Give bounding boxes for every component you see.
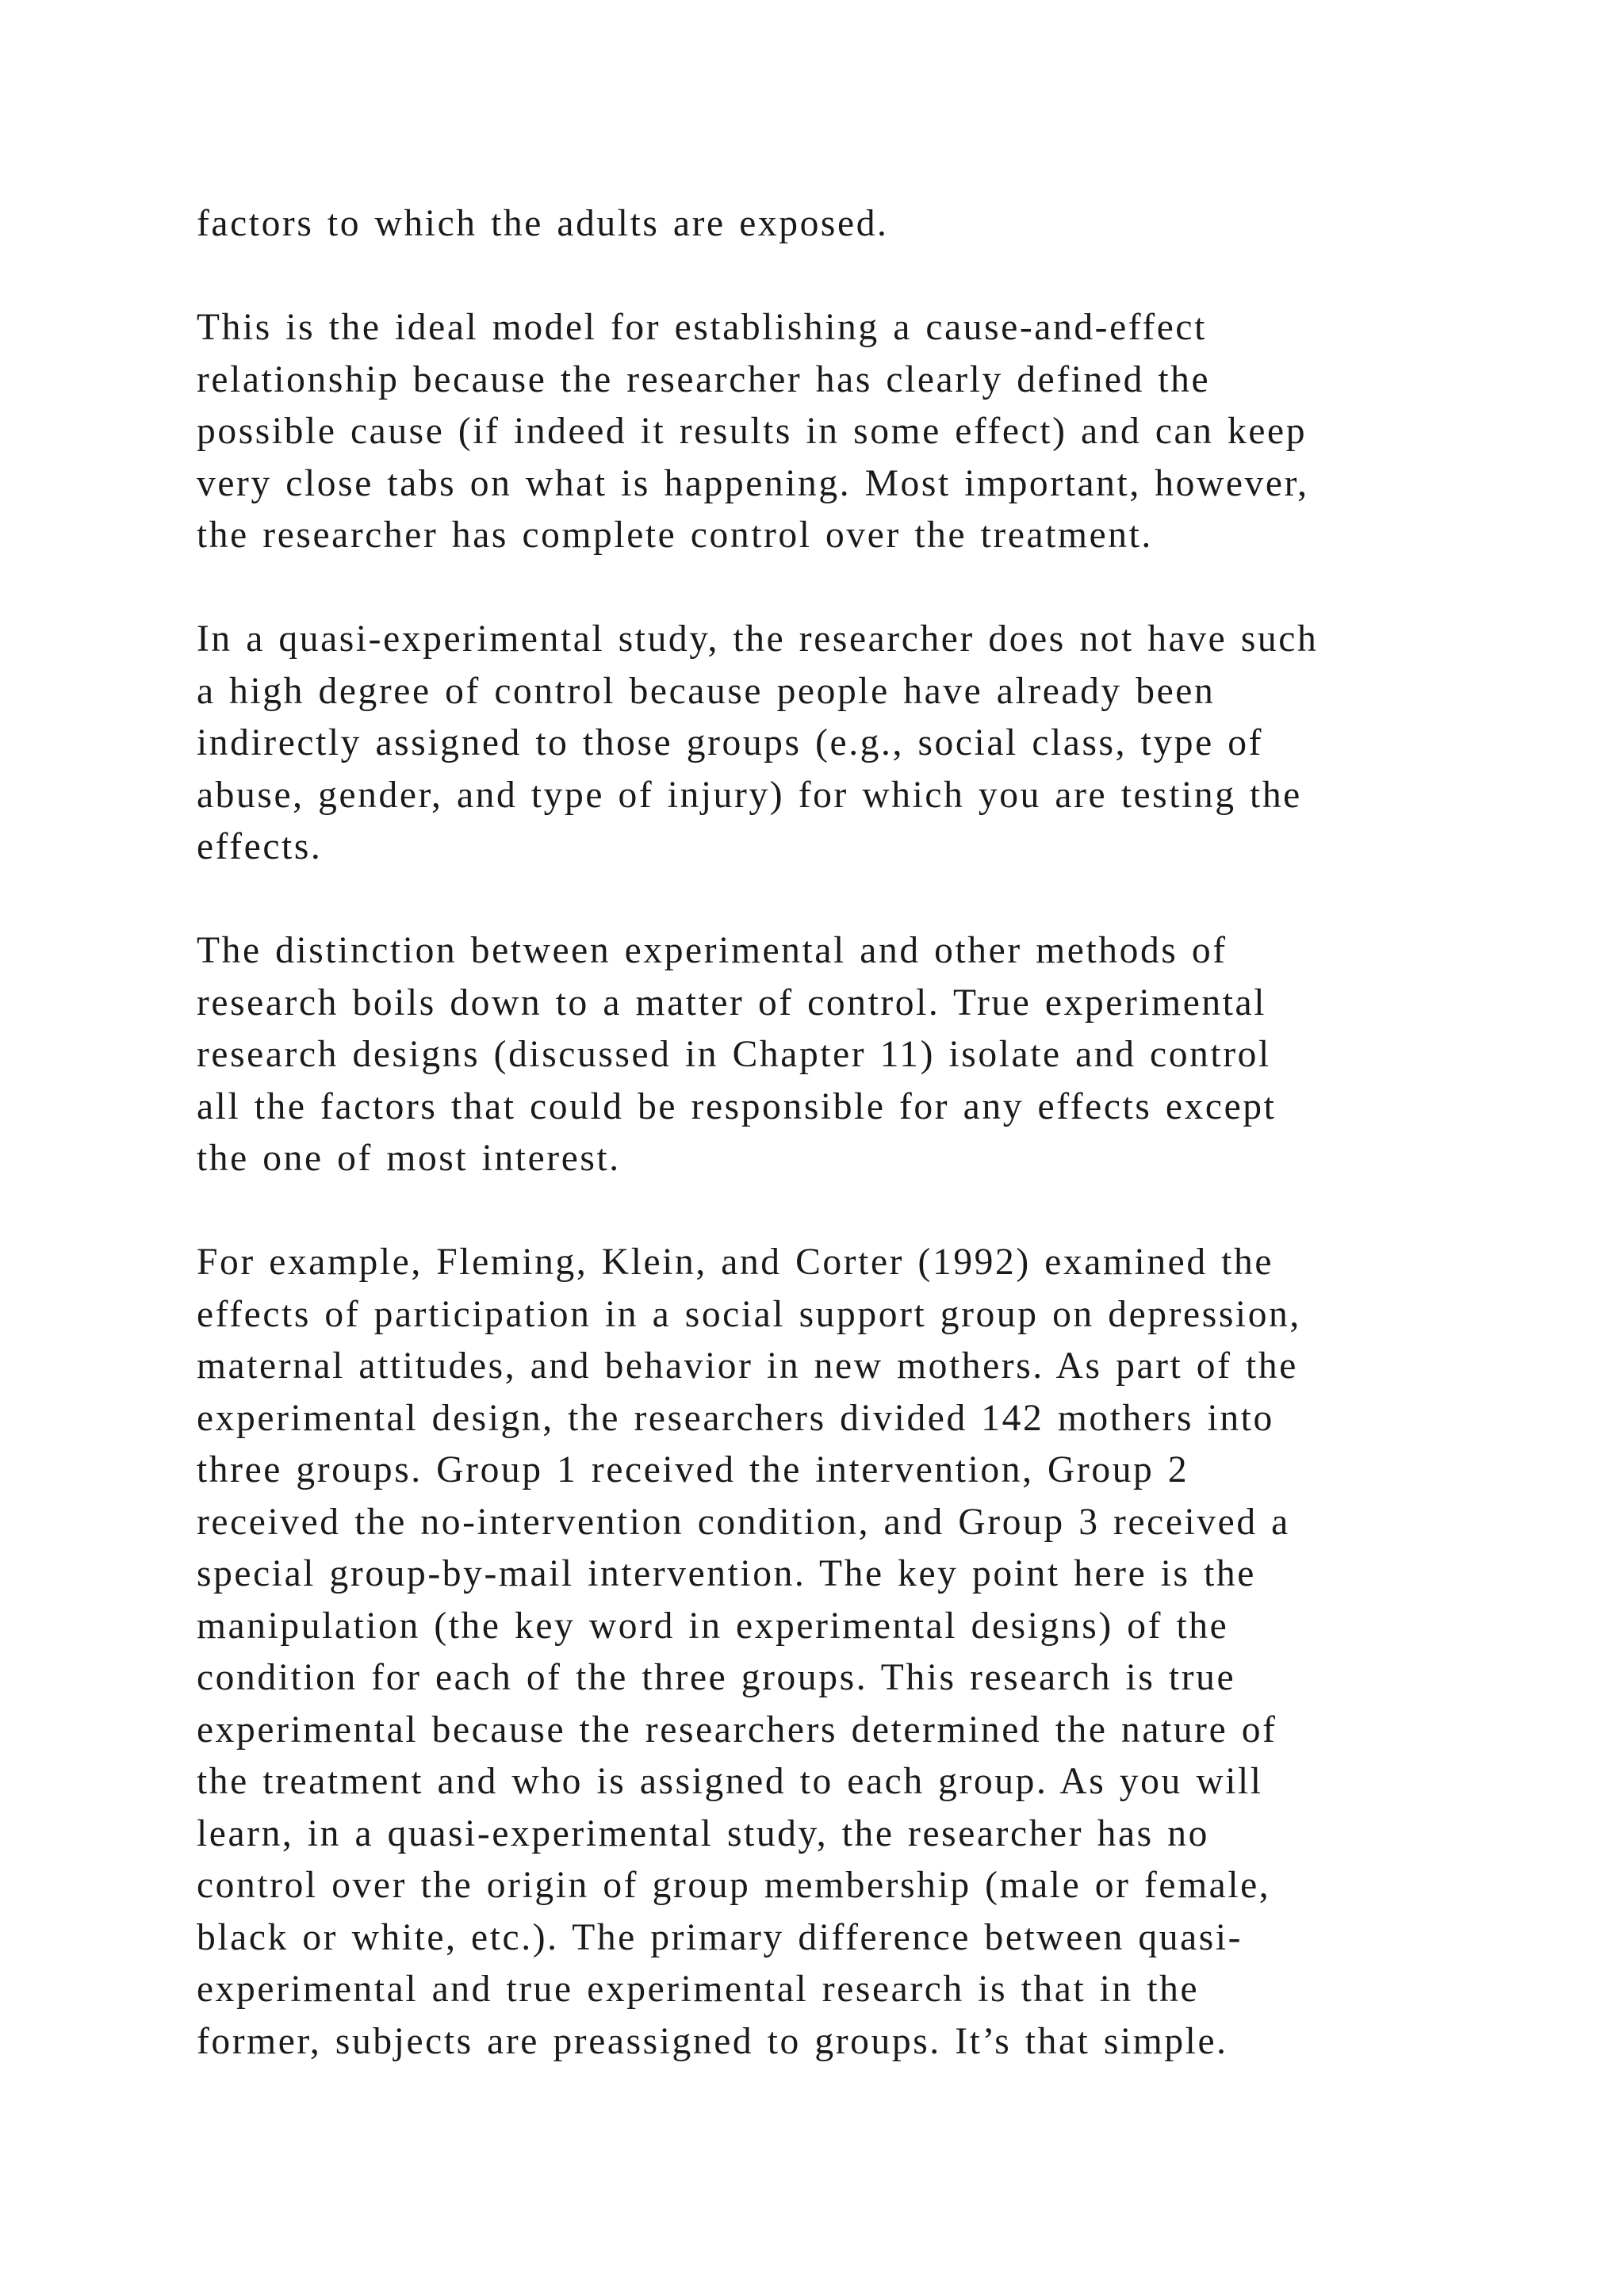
text-line: all the factors that could be responsible for any effects except xyxy=(197,1085,1277,1127)
text-line: very close tabs on what is happening. Most important, however, xyxy=(197,462,1309,504)
text-line: the researcher has complete control over the treatment. xyxy=(197,515,1153,556)
text-line: received the no-intervention condition, and Group 3 received a xyxy=(197,1501,1290,1543)
text-line: a high degree of control because people have already been xyxy=(197,670,1216,712)
text-line: relationship because the researcher has clearly defined the xyxy=(197,358,1211,400)
text-line: abuse, gender, and type of injury) for which you are testing the xyxy=(197,774,1302,816)
paragraph-3 xyxy=(197,614,1592,874)
text-line: possible cause (if indeed it results in some effect) and can keep xyxy=(197,411,1308,452)
text-line: three groups. Group 1 received the intervention, Group 2 xyxy=(197,1449,1189,1490)
paragraph-2 xyxy=(197,302,1592,562)
text-line: In a quasi-experimental study, the researcher does not have such xyxy=(197,618,1319,660)
text-line: The distinction between experimental and other methods of xyxy=(197,930,1228,971)
paragraph-5 xyxy=(197,1237,1592,2068)
text-line: indirectly assigned to those groups (e.g., social class, type of xyxy=(197,722,1264,763)
text-line: special group-by-mail intervention. The key point here is the xyxy=(197,1553,1256,1594)
text-line: manipulation (the key word in experimental designs) of the xyxy=(197,1605,1229,1647)
text-line: effects. xyxy=(197,826,323,867)
text-line: learn, in a quasi-experimental study, the researcher has no xyxy=(197,1812,1209,1854)
text-line: effects of participation in a social support group on depression, xyxy=(197,1293,1301,1335)
text-line: maternal attitudes, and behavior in new mothers. As part of the xyxy=(197,1345,1298,1387)
text-line: For example, Fleming, Klein, and Corter (1992) examined the xyxy=(197,1242,1274,1283)
text-line: former, subjects are preassigned to groups. It’s that simple. xyxy=(197,2020,1228,2062)
text-line: This is the ideal model for establishing a cause-and-effect xyxy=(197,307,1207,348)
text-line: factors to which the adults are exposed. xyxy=(197,203,889,244)
text-line: condition for each of the three groups. This research is true xyxy=(197,1657,1236,1698)
paragraph-1 xyxy=(197,198,1592,251)
text-line: black or white, etc.). The primary difference between quasi- xyxy=(197,1916,1243,1958)
document-page xyxy=(197,198,1592,2120)
text-line: experimental and true experimental research is that in the xyxy=(197,1969,1200,2010)
text-line: research boils down to a matter of control. True experimental xyxy=(197,982,1267,1024)
text-line: the one of most interest. xyxy=(197,1138,621,1179)
text-line: experimental because the researchers determined the nature of xyxy=(197,1709,1277,1751)
paragraph-4 xyxy=(197,925,1592,1185)
text-line: experimental design, the researchers divided 142 mothers into xyxy=(197,1397,1274,1439)
text-line: control over the origin of group membership (male or female, xyxy=(197,1865,1271,1906)
text-line: research designs (discussed in Chapter 11) isolate and control xyxy=(197,1034,1271,1075)
text-line: the treatment and who is assigned to each group. As you will xyxy=(197,1761,1263,1802)
